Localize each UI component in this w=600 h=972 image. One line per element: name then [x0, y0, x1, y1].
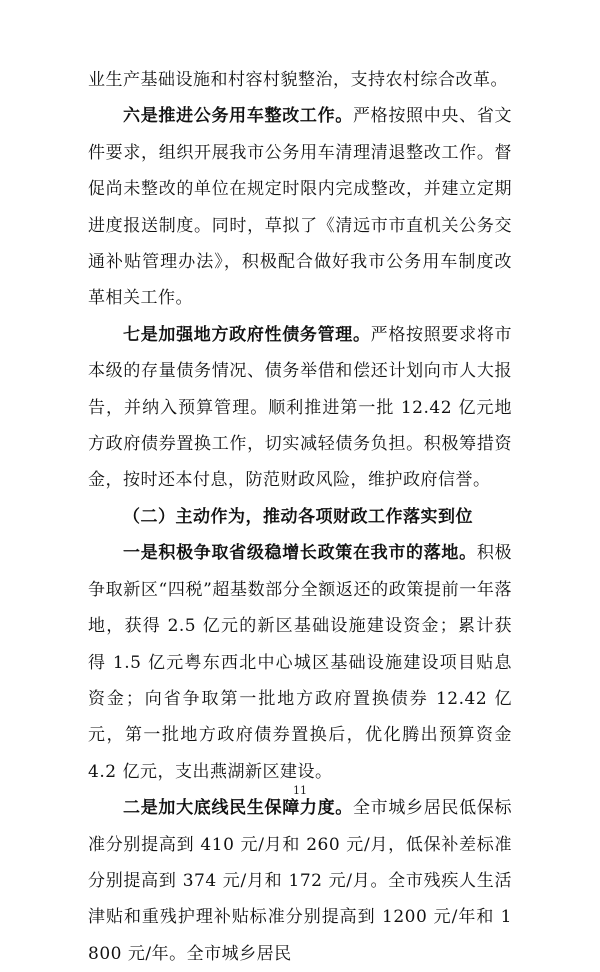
paragraph-text: 积极争取新区“四税”超基数部分全额返还的政策提前一年落地，获得 2.5 亿元的新区基础设施建设资金；累计获得 1.5 亿元粤东西北中心城区基础设施建设项目贴息资金；向省争取第一批地方政府置换债券 12.42 亿元，第一批地方政府债券置换后，优化腾出预算资金 4.2 亿元，支出燕湖新区建设。: [88, 543, 513, 782]
paragraph-lead: 一是积极争取省级稳增长政策在我市的落地。: [123, 543, 477, 564]
paragraph-text: 业生产基础设施和村容村貌整治，支持农村综合改革。: [88, 70, 508, 90]
paragraph-text: 全市城乡居民低保标准分别提高到 410 元/月和 260 元/月，低保补差标准分别提高到 374 元/月和 172 元/月。全市残疾人生活津贴和重残护理补贴标准分别提高到 1200 元/年和 1800 元/年。全市城乡居民: [88, 798, 513, 964]
paragraph-lead: 七是加强地方政府性债务管理。: [123, 324, 371, 345]
paragraph-text: 严格按照中央、省文件要求，组织开展我市公务用车清理清退整改工作。督促尚未整改的单位在规定时限内完成整改，并建立定期进度报送制度。同时，草拟了《清远市市直机关公务交通补贴管理办法》，积极配合做好我市公务用车制度改革相关工作。: [88, 106, 513, 309]
paragraph-lead: 二是加大底线民生保障力度。: [123, 798, 353, 819]
paragraph-continuation: [88, 62, 512, 98]
section-heading: （二）主动作为，推动各项财政工作落实到位: [123, 506, 473, 527]
paragraph-livelihood-security: [88, 790, 512, 972]
page-number: 11: [293, 784, 307, 797]
paragraph-lead: 六是推进公务用车整改工作。: [123, 106, 353, 127]
paragraph-text: 严格按照要求将市本级的存量债务情况、债务举借和偿还计划向市人大报告，并纳入预算管理。顺利推进第一批 12.42 亿元地方政府债券置换工作，切实减轻债务负担。积极筹措资金，按时还本付息，防范财政风险，维护政府信誉。: [88, 324, 513, 491]
paragraph-provincial-policy: [88, 535, 512, 790]
paragraph-debt-management: [88, 317, 512, 499]
paragraph-vehicle-reform: [88, 98, 512, 316]
